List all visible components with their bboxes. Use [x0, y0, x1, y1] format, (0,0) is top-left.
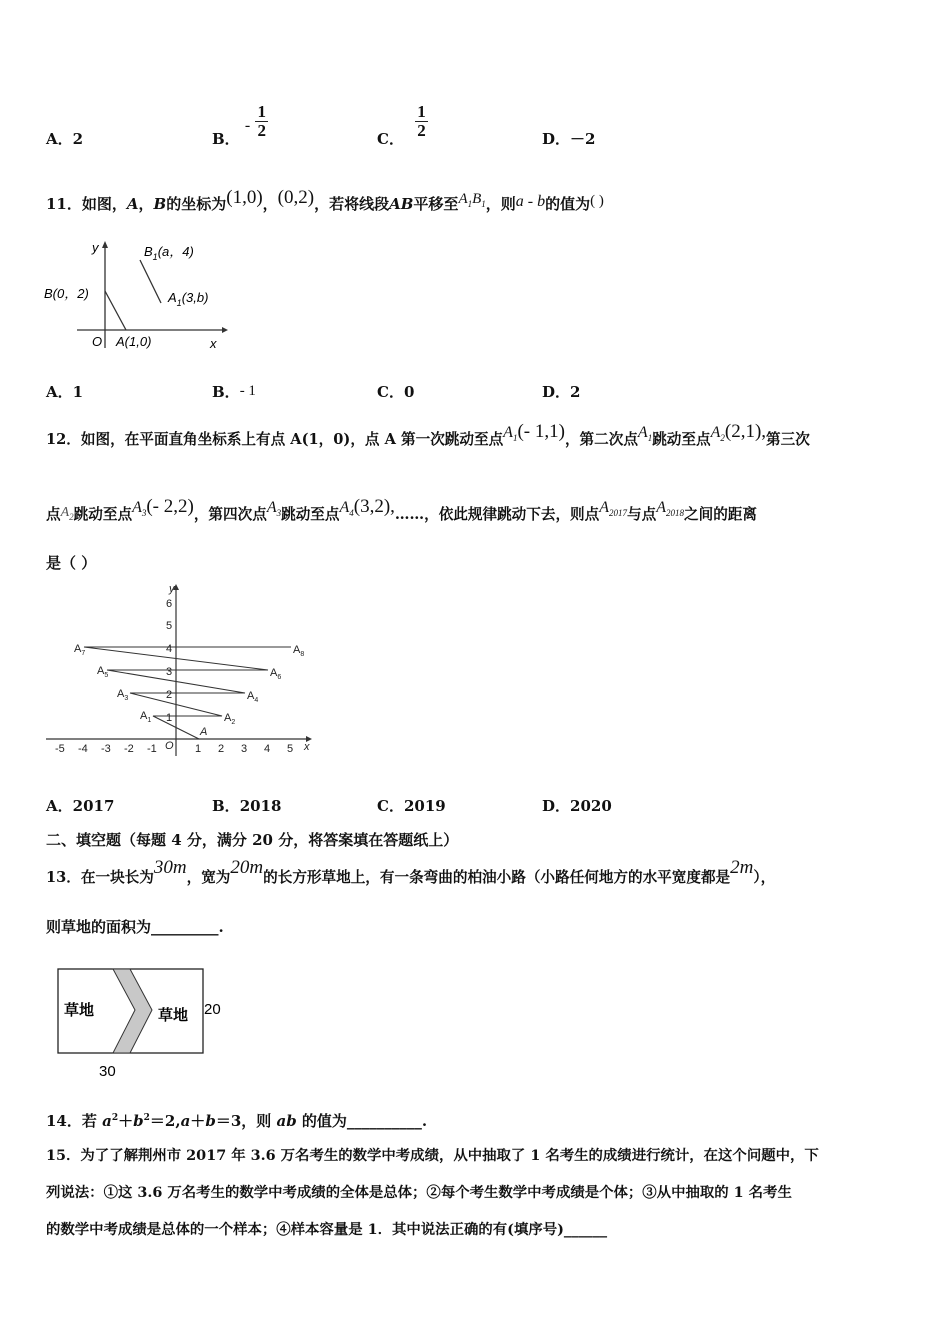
- y-tick-3: 3: [166, 666, 173, 678]
- q11-x-label: x: [210, 336, 217, 351]
- q11-a1-label: $A_1(3,b)$: [168, 290, 209, 308]
- q13-stem-line2: 则草地的面积为_________.: [46, 918, 224, 936]
- x-tick-4: 4: [264, 743, 271, 755]
- q11-x-arrow: [222, 327, 228, 333]
- y-tick-5: 5: [166, 620, 173, 632]
- q12-option-c: C．2019: [377, 797, 446, 815]
- q12-stem-line2: 点$A_2$跳动至点$A_3(-$ 2,2)，第四次点$A_3$跳动至点$A_4(3,2),\dots\dots$，依此规律跳动下去，则点$A_{2017}$与点$A_{2018}$之间的距离: [46, 496, 757, 523]
- x-tick-5: 5: [287, 743, 294, 755]
- y-tick-2: 2: [166, 689, 173, 701]
- y-axis-label: y: [169, 583, 175, 595]
- q13-height-label: 20: [204, 1001, 221, 1018]
- q10-fraction-c: $\frac{1}{2}$: [417, 102, 426, 140]
- point-label-a1: $A_1$: [140, 710, 152, 724]
- point-label-a7: $A_7$: [74, 643, 86, 657]
- q10-option-d: D．－2: [542, 130, 596, 148]
- q11-option-b: B．- 1: [212, 383, 256, 401]
- point-label-a3: $A_3$: [117, 688, 129, 702]
- q11-origin-label: O: [92, 334, 103, 349]
- q15-line2: 列说法：①这 3.6 万名考生的数学中考成绩的全体是总体；②每个考生数学中考成绩是个体；③从中抽取的 1 名考生: [46, 1184, 792, 1201]
- x-tick-neg3: -3: [101, 743, 111, 755]
- point-label-a2: $A_2$: [224, 712, 236, 726]
- y-tick-6: 6: [166, 598, 173, 610]
- q12-stem-line3: 是（ ）: [46, 554, 97, 572]
- section-2-title: 二、填空题（每题 4 分，满分 20 分，将答案填在答题纸上）: [46, 831, 459, 849]
- q10-fraction-b: $\frac{1}{2}$: [257, 102, 266, 140]
- point-label-a5: $A_5$: [97, 665, 109, 679]
- q15-line3: 的数学中考成绩是总体的一个样本；④样本容量是 1．其中说法正确的有(填序号)______: [46, 1221, 608, 1238]
- q11-segment-ab: [105, 291, 126, 330]
- point-label-a8: $A_8$: [293, 644, 305, 658]
- x-tick-neg5: -5: [55, 743, 65, 755]
- q10-option-c: C． $\frac{1}{2}$: [377, 102, 426, 148]
- q11-y-arrow: [102, 241, 108, 248]
- q13-stem-line1: 13．在一块长为30m，宽为20m的长方形草地上，有一条弯曲的柏油小路（小路任何地方的水平宽度都是2m），: [46, 857, 776, 886]
- q11-segment-a1b1: [140, 260, 161, 303]
- q11-figure: [40, 236, 230, 356]
- q13-figure: [44, 962, 234, 1084]
- point-label-a4: $A_4$: [247, 690, 259, 704]
- q12-figure: [40, 580, 330, 760]
- q11-y-label: y: [92, 240, 99, 255]
- q13-width-label: 30: [99, 1063, 116, 1080]
- x-tick-origin: O: [165, 740, 174, 752]
- q13-left-grass-label: 草地: [64, 1002, 95, 1019]
- q11-option-c: C．0: [377, 383, 415, 401]
- q11-a-label: A(1,0): [116, 334, 152, 349]
- q12-stem-line1: 12．如图，在平面直角坐标系上有点 A(1，0)，点 A 第一次跳动至点$A_1(-$ 1,1)，第二次点$A_1$跳动至点$A_2(2,1)$,第三次: [46, 421, 810, 448]
- x-tick-3: 3: [241, 743, 248, 755]
- q12-option-a: A．2017: [46, 797, 115, 815]
- q11-b1-label: $B_1(a$，4): [144, 244, 194, 262]
- x-tick-neg4: -4: [78, 743, 88, 755]
- q10-option-a: A．2: [46, 130, 84, 148]
- q14-stem: 14．若 $a^2+b^2=2,a+b=3$，则 ab 的值为__________.: [46, 1112, 428, 1130]
- q12-option-b: B．2018: [212, 797, 282, 815]
- x-axis-label: x: [304, 741, 310, 753]
- point-label-a: A: [200, 726, 208, 738]
- q12-jump-path: [84, 647, 291, 739]
- x-tick-neg2: -2: [124, 743, 134, 755]
- x-tick-neg1: -1: [147, 743, 157, 755]
- q11-option-a: A．1: [46, 383, 84, 401]
- x-tick-2: 2: [218, 743, 225, 755]
- q11-stem: 11．如图，A，B的坐标为(1,0)，(0,2)，若将线段AB平移至$A_1B_1$，则a - b的值为( ): [46, 187, 604, 213]
- q10-option-b: B． - $\frac{1}{2}$: [212, 102, 266, 148]
- q15-line1: 15．为了了解荆州市 2017 年 3.6 万名考生的数学中考成绩，从中抽取了 1 名考生的成绩进行统计，在这个问题中，下: [46, 1147, 819, 1164]
- point-label-a6: $A_6$: [270, 667, 282, 681]
- q11-option-d: D．2: [542, 383, 581, 401]
- x-tick-1: 1: [195, 743, 202, 755]
- q13-right-grass-label: 草地: [158, 1007, 189, 1024]
- y-tick-4: 4: [166, 643, 173, 655]
- q12-option-d: D．2020: [542, 797, 612, 815]
- y-tick-1: 1: [166, 712, 173, 724]
- q11-b-label: B(0，2): [44, 286, 89, 301]
